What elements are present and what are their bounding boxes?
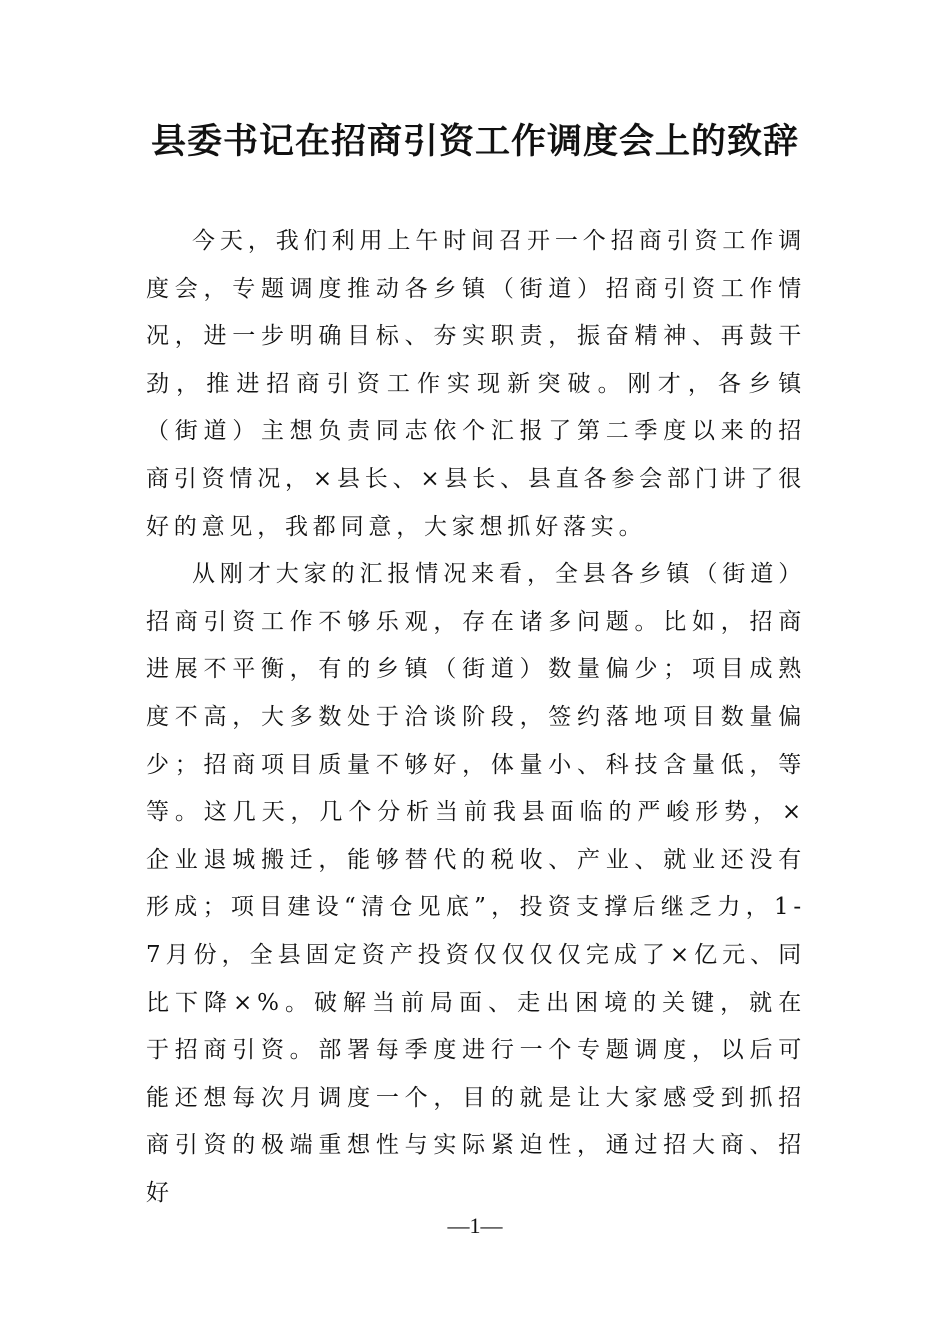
paragraph-2: 从刚才大家的汇报情况来看，全县各乡镇（街道）招商引资工作不够乐观，存在诸多问题。比如，招商进展不平衡，有的乡镇（街道）数量偏少；项目成熟度不高，大多数处于洽谈阶段，签约落地项目数量偏少；招商项目质量不够好，体量小、科技含量低，等等。这几天，几个分析当前我县面临的严峻形势，×企业退城搬迁，能够替代的税收、产业、就业还没有形成；项目建设“清仓见底”，投资支撑后继乏力，1-7月份，全县固定资产投资仅仅仅仅完成了×亿元、同比下降×%。破解当前局面、走出困境的关键，就在于招商引资。部署每季度进行一个专题调度，以后可能还想每次月调度一个，目的就是让大家感受到抓招商引资的极端重想性与实际紧迫性，通过招大商、招好 [146,561,806,1206]
page-number: —1— [447,1213,503,1238]
page-title: 县委书记在招商引资工作调度会上的致辞 [150,121,799,162]
document-body [146,218,806,1217]
paragraph-1: 今天，我们利用上午时间召开一个招商引资工作调度会，专题调度推动各乡镇（街道）招商引资工作情况，进一步明确目标、夯实职责，振奋精神、再鼓干劲，推进招商引资工作实现新突破。刚才，各乡镇（街道）主想负责同志依个汇报了第二季度以来的招商引资情况，×县长、×县长、县直各参会部门讲了很好的意见，我都同意，大家想抓好落实。 [146,228,806,540]
